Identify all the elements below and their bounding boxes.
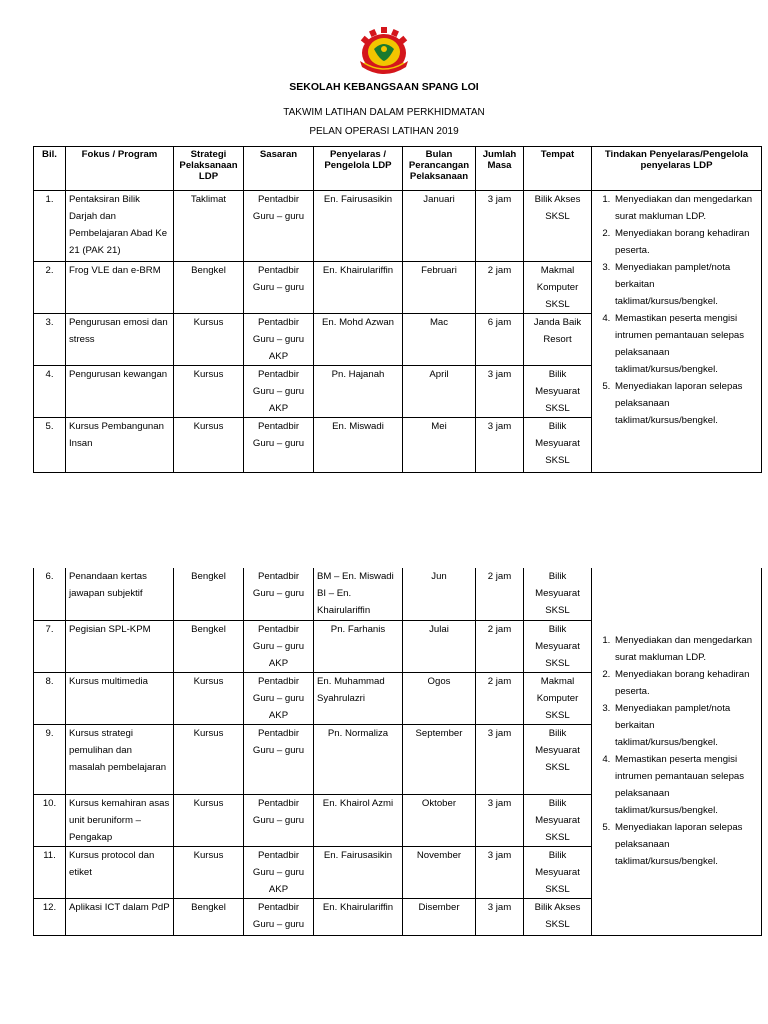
col-header-strategi: Strategi Pelaksanaan LDP [174, 147, 244, 191]
list-item: 3. Menyediakan pamplet/nota berkaitan taklimat/kursus/bengkel. [613, 259, 759, 310]
cell-tempat: Bilik Mesyuarat SKSL [524, 366, 592, 418]
cell-sasaran: Pentadbir Guru – guru [244, 191, 314, 262]
cell-fokus: Pentaksiran Bilik Darjah dan Pembelajaran Abad Ke 21 (PAK 21) [66, 191, 174, 262]
cell-tempat: Bilik Mesyuarat SKSL [524, 724, 592, 794]
cell-tempat: Bilik Mesyuarat SKSL [524, 620, 592, 672]
col-header-penyelaras: Penyelaras / Pengelola LDP [314, 147, 403, 191]
cell-tempat: Bilik Mesyuarat SKSL [524, 568, 592, 620]
cell-sasaran: Pentadbir Guru – guru [244, 794, 314, 846]
plan-title: PELAN OPERASI LATIHAN 2019 [309, 126, 459, 137]
cell-strategi: Bengkel [174, 620, 244, 672]
cell-strategi: Bengkel [174, 262, 244, 314]
cell-tempat: Janda Baik Resort [524, 314, 592, 366]
cell-bulan: Oktober [403, 794, 476, 846]
cell-sasaran: Pentadbir Guru – guru AKP [244, 672, 314, 724]
cell-sasaran: Pentadbir Guru – guru AKP [244, 846, 314, 898]
list-item: 5. Menyediakan laporan selepas pelaksanaan taklimat/kursus/bengkel. [613, 819, 759, 870]
cell-masa: 3 jam [476, 418, 524, 473]
cell-fokus: Penandaan kertas jawapan subjektif [66, 568, 174, 620]
cell-sasaran: Pentadbir Guru – guru [244, 724, 314, 794]
list-item: 5. Menyediakan laporan selepas pelaksanaan taklimat/kursus/bengkel. [613, 378, 759, 429]
cell-bil: 4. [34, 366, 66, 418]
cell-penyelaras: En. Khairol Azmi [314, 794, 403, 846]
school-name: SEKOLAH KEBANGSAAN SPANG LOI [289, 81, 479, 93]
cell-fokus: Kursus strategi pemulihan dan masalah pembelajaran [66, 724, 174, 794]
cell-bil: 2. [34, 262, 66, 314]
cell-fokus: Pengurusan emosi dan stress [66, 314, 174, 366]
cell-strategi: Kursus [174, 314, 244, 366]
cell-fokus: Kursus multimedia [66, 672, 174, 724]
cell-masa: 2 jam [476, 568, 524, 620]
cell-bil: 9. [34, 724, 66, 794]
cell-penyelaras: Pn. Farhanis [314, 620, 403, 672]
list-item: 2. Menyediakan borang kehadiran peserta. [613, 225, 759, 259]
cell-tindakan [592, 568, 762, 935]
list-item: 1. Menyediakan dan mengedarkan surat makluman LDP. [613, 632, 759, 666]
cell-strategi: Taklimat [174, 191, 244, 262]
cell-bulan: Jun [403, 568, 476, 620]
cell-penyelaras: En. Mohd Azwan [314, 314, 403, 366]
tindakan-list [596, 632, 759, 870]
cell-bil: 8. [34, 672, 66, 724]
cell-masa: 3 jam [476, 846, 524, 898]
list-item: 4. Memastikan peserta mengisi intrumen pemantauan selepas pelaksanaan taklimat/kursus/bengkel. [613, 310, 759, 378]
cell-bil: 1. [34, 191, 66, 262]
col-header-tindakan: Tindakan Penyelaras/Pengelola penyelaras LDP [592, 147, 762, 191]
cell-bil: 10. [34, 794, 66, 846]
list-item: 4. Memastikan peserta mengisi intrumen pemantauan selepas pelaksanaan taklimat/kursus/bengkel. [613, 751, 759, 819]
cell-bulan: Disember [403, 898, 476, 935]
cell-tempat: Bilik Akses SKSL [524, 191, 592, 262]
cell-strategi: Kursus [174, 418, 244, 473]
cell-masa: 2 jam [476, 262, 524, 314]
cell-strategi: Kursus [174, 794, 244, 846]
cell-sasaran: Pentadbir Guru – guru [244, 418, 314, 473]
cell-bulan: Ogos [403, 672, 476, 724]
col-header-bulan: Bulan Perancangan Pelaksanaan [403, 147, 476, 191]
cell-bil: 3. [34, 314, 66, 366]
cell-masa: 3 jam [476, 724, 524, 794]
col-header-masa: Jumlah Masa [476, 147, 524, 191]
cell-penyelaras: En. Khairulariffin [314, 262, 403, 314]
cell-bulan: Mac [403, 314, 476, 366]
cell-bulan: Januari [403, 191, 476, 262]
cell-fokus: Kursus Pembangunan Insan [66, 418, 174, 473]
cell-tempat: Bilik Mesyuarat SKSL [524, 794, 592, 846]
cell-fokus: Kursus kemahiran asas unit beruniform – Pengakap [66, 794, 174, 846]
table-header-row [34, 147, 762, 191]
cell-masa: 2 jam [476, 672, 524, 724]
cell-bulan: September [403, 724, 476, 794]
cell-penyelaras: Pn. Normaliza [314, 724, 403, 794]
cell-bulan: Mei [403, 418, 476, 473]
cell-bil: 5. [34, 418, 66, 473]
cell-fokus: Aplikasi ICT dalam PdP [66, 898, 174, 935]
cell-masa: 3 jam [476, 366, 524, 418]
cell-strategi: Bengkel [174, 568, 244, 620]
cell-sasaran: Pentadbir Guru – guru AKP [244, 620, 314, 672]
cell-sasaran: Pentadbir Guru – guru [244, 568, 314, 620]
cell-masa: 2 jam [476, 620, 524, 672]
cell-sasaran: Pentadbir Guru – guru [244, 262, 314, 314]
document-subtitle: TAKWIM LATIHAN DALAM PERKHIDMATAN [283, 107, 485, 118]
cell-fokus: Kursus protocol dan etiket [66, 846, 174, 898]
cell-penyelaras: Pn. Hajanah [314, 366, 403, 418]
cell-bulan: November [403, 846, 476, 898]
table-row [34, 191, 762, 262]
cell-sasaran: Pentadbir Guru – guru AKP [244, 314, 314, 366]
cell-bulan: April [403, 366, 476, 418]
cell-bil: 6. [34, 568, 66, 620]
cell-masa: 3 jam [476, 794, 524, 846]
cell-sasaran: Pentadbir Guru – guru AKP [244, 366, 314, 418]
cell-tempat: Makmal Komputer SKSL [524, 672, 592, 724]
col-header-fokus: Fokus / Program [66, 147, 174, 191]
training-calendar-table-part1 [33, 146, 762, 473]
cell-tempat: Bilik Akses SKSL [524, 898, 592, 935]
list-item: 1. Menyediakan dan mengedarkan surat makluman LDP. [613, 191, 759, 225]
cell-strategi: Kursus [174, 724, 244, 794]
tindakan-list [596, 191, 759, 429]
cell-fokus: Pegisian SPL-KPM [66, 620, 174, 672]
cell-bil: 11. [34, 846, 66, 898]
training-calendar-table-part2 [33, 568, 762, 936]
cell-penyelaras: BM – En. Miswadi BI – En. Khairulariffin [314, 568, 403, 620]
cell-penyelaras: En. Fairusasikin [314, 191, 403, 262]
cell-masa: 6 jam [476, 314, 524, 366]
cell-bulan: Julai [403, 620, 476, 672]
list-item: 3. Menyediakan pamplet/nota berkaitan taklimat/kursus/bengkel. [613, 700, 759, 751]
school-crest-icon [356, 27, 412, 77]
cell-penyelaras: En. Muhammad Syahrulazri [314, 672, 403, 724]
cell-bil: 7. [34, 620, 66, 672]
cell-strategi: Kursus [174, 366, 244, 418]
list-item: 2. Menyediakan borang kehadiran peserta. [613, 666, 759, 700]
cell-strategi: Kursus [174, 672, 244, 724]
cell-strategi: Kursus [174, 846, 244, 898]
cell-masa: 3 jam [476, 191, 524, 262]
cell-strategi: Bengkel [174, 898, 244, 935]
cell-fokus: Frog VLE dan e-BRM [66, 262, 174, 314]
cell-masa: 3 jam [476, 898, 524, 935]
cell-tempat: Bilik Mesyuarat SKSL [524, 846, 592, 898]
cell-sasaran: Pentadbir Guru – guru [244, 898, 314, 935]
cell-tempat: Makmal Komputer SKSL [524, 262, 592, 314]
col-header-tempat: Tempat [524, 147, 592, 191]
cell-bil: 12. [34, 898, 66, 935]
cell-tempat: Bilik Mesyuarat SKSL [524, 418, 592, 473]
cell-penyelaras: En. Khairulariffin [314, 898, 403, 935]
cell-penyelaras: En. Miswadi [314, 418, 403, 473]
cell-fokus: Pengurusan kewangan [66, 366, 174, 418]
col-header-sasaran: Sasaran [244, 147, 314, 191]
cell-tindakan [592, 191, 762, 473]
table-row [34, 568, 762, 620]
cell-penyelaras: En. Fairusasikin [314, 846, 403, 898]
col-header-bil: Bil. [34, 147, 66, 191]
cell-bulan: Februari [403, 262, 476, 314]
